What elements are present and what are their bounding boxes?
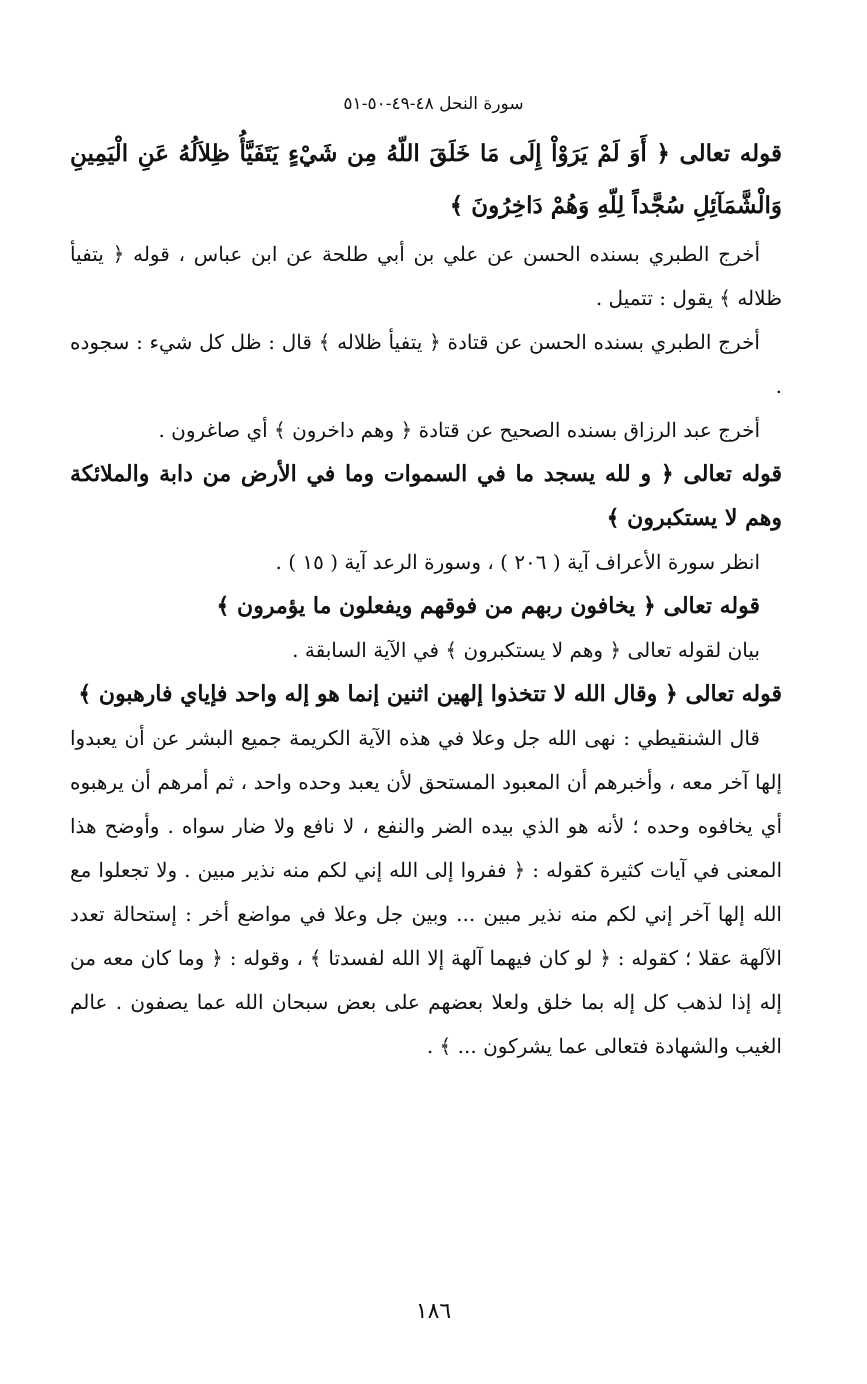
page-number: ١٨٦ [415,1299,452,1324]
tafsir-paragraph: انظر سورة الأعراف آية ( ٢٠٦ ) ، وسورة الرعد آية ( ١٥ ) . [275,550,760,574]
page-body [70,128,782,1068]
tafsir-paragraph: أخرج الطبري بسنده الحسن عن قتادة ﴿ يتفيأ ظلاله ﴾ قال : ظل كل شيء : سجوده . [70,330,782,398]
tafsir-paragraph: أخرج الطبري بسنده الحسن عن علي بن أبي طلحة عن ابن عباس ، قوله ﴿ يتفيأ ظلاله ﴾ يقول : تتميل . [70,242,782,310]
verse-heading-49: قوله تعالى ﴿ و لله يسجد ما في السموات وما في الأرض من دابة والملائكة وهم لا يستكبرون ﴾ [70,461,782,531]
tafsir-paragraph: أخرج عبد الرزاق بسنده الصحيح عن قتادة ﴿ وهم داخرون ﴾ أي صاغرون . [158,418,760,442]
running-header: سورة النحل ٤٨-٤٩-٥٠-٥١ [343,94,524,114]
verse-heading-48: قوله تعالى ﴿ أَوَ لَمْ يَرَوْاْ إِلَى مَا خَلَقَ اللّهُ مِن شَيْءٍ يَتَفَيَّأُ ظِلاَلُهُ عَنِ الْيَمِينِ وَالْشَّمَآئِلِ سُجَّداً لِلّهِ وَهُمْ دَاخِرُونَ ﴾ [70,140,782,219]
verse-heading-50: قوله تعالى ﴿ يخافون ربهم من فوقهم ويفعلون ما يؤمرون ﴾ [216,593,760,619]
tafsir-paragraph: قال الشنقيطي : نهى الله جل وعلا في هذه الآية الكريمة جميع البشر عن أن يعبدوا إلها آخر معه ، وأخبرهم أن المعبود المستحق لأن يعبد وحده واحد ، ثم أمرهم أن يرهبوه أي يخافوه وحده ؛ لأنه هو الذي بيده الضر والنفع ، لا نافع ولا ضار سواه . وأوضح هذا المعنى في آيات كثيرة كقوله : ﴿ ففروا إلى الله إني لكم منه نذير مبين . ولا تجعلوا مع الله إلها آخر إني لكم منه نذير مبين ... وبين جل وعلا في مواضع أخر : إستحالة تعدد الآلهة عقلا ؛ كقوله : ﴿ لو كان فيهما آلهة إلا الله لفسدتا ﴾ ، وقوله : ﴿ وما كان معه من إله إذا لذهب كل إله بما خلق ولعلا بعضهم على بعض سبحان الله عما يصفون . عالم الغيب والشهادة فتعالى عما يشركون ... ﴾ . [70,726,782,1058]
verse-heading-51: قوله تعالى ﴿ وقال الله لا تتخذوا إلهين اثنين إنما هو إله واحد فإياي فارهبون ﴾ [78,681,782,707]
tafsir-paragraph: بيان لقوله تعالى ﴿ وهم لا يستكبرون ﴾ في الآية السابقة . [292,638,760,662]
